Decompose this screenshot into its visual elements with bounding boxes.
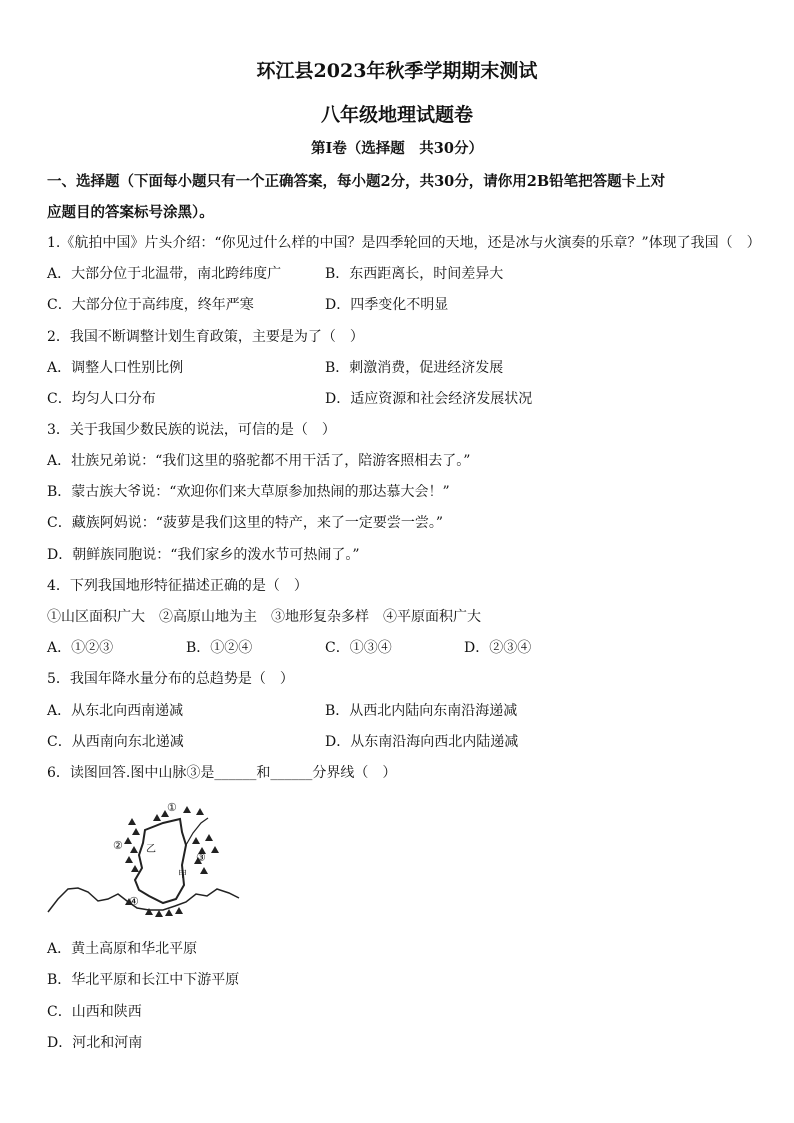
question-2-option-a: A．调整人口性别比例 xyxy=(47,360,184,376)
figure-label-1: ① xyxy=(167,801,177,814)
question-3-option-a: A．壮族兄弟说：“我们这里的骆驼都不用干活了，陪游客照相去了。” xyxy=(47,453,471,469)
question-4-option-b: B．①②④ xyxy=(186,640,253,656)
question-1-option-c: C．大部分位于高纬度，终年严寒 xyxy=(47,297,254,313)
question-6-option-a: A．黄土高原和华北平原 xyxy=(47,941,198,957)
question-1-option-b: B．东西距离长，时间差异大 xyxy=(325,266,504,282)
question-4-option-c: C．①③④ xyxy=(325,640,392,656)
figure-label-jia: 甲 xyxy=(178,870,188,880)
figure-label-3: ③ xyxy=(196,851,206,864)
figure-label-4: ④ xyxy=(129,895,139,908)
question-3-option-b: B．蒙古族大爷说：“欢迎你们来大草原参加热闹的那达慕大会！” xyxy=(47,484,450,500)
figure-label-2: ② xyxy=(113,839,123,852)
question-6-option-c: C．山西和陕西 xyxy=(47,1004,142,1020)
question-4-statements: ①山区面积广大 ②高原山地为主 ③地形复杂多样 ④平原面积广大 xyxy=(47,609,481,625)
question-4-option-a: A．①②③ xyxy=(47,640,114,656)
question-1-option-d: D．四季变化不明显 xyxy=(325,297,449,313)
figure-label-yi: 乙 xyxy=(146,844,156,855)
region-outline xyxy=(135,819,186,903)
question-5-option-c: C．从西南向东北递减 xyxy=(47,734,184,750)
question-4-stem: 4．下列我国地形特征描述正确的是（ ） xyxy=(47,578,308,594)
question-5-stem: 5．我国年降水量分布的总趋势是（ ） xyxy=(47,671,294,687)
question-1-stem: 1.《航拍中国》片头介绍：“你见过什么样的中国？是四季轮回的天地，还是冰与火演奏的乐章？”体现了我国（ ） xyxy=(47,235,761,251)
question-6-option-d: D．河北和河南 xyxy=(47,1035,143,1051)
instructions-line-1: 一、选择题（下面每小题只有一个正确答案，每小题2分，共30分，请你用2B铅笔把答题卡上对 xyxy=(47,173,666,190)
question-5-option-a: A．从东北向西南递减 xyxy=(47,703,184,719)
question-5-option-d: D．从东南沿海向西北内陆递减 xyxy=(325,734,519,750)
question-4-option-d: D．②③④ xyxy=(464,640,532,656)
instructions-line-2: 应题目的答案标号涂黑）。 xyxy=(47,204,214,221)
mountain-range-2 xyxy=(124,818,140,872)
exam-title: 环江县2023年秋季学期期末测试 xyxy=(256,60,538,82)
question-3-option-d: D．朝鲜族同胞说：“我们家乡的泼水节可热闹了。” xyxy=(47,547,360,563)
question-2-stem: 2．我国不断调整计划生育政策，主要是为了（ ） xyxy=(47,329,364,345)
map-figure xyxy=(45,797,275,922)
question-3-option-c: C．藏族阿妈说：“菠萝是我们这里的特产，来了一定要尝一尝。” xyxy=(47,515,444,531)
exam-subtitle: 八年级地理试题卷 xyxy=(320,104,473,126)
question-2-option-b: B．刺激消费，促进经济发展 xyxy=(325,360,504,376)
section-heading: 第Ⅰ卷（选择题 共30分） xyxy=(311,140,483,157)
question-3-stem: 3．关于我国少数民族的说法，可信的是（ ） xyxy=(47,422,336,438)
question-2-option-d: D．适应资源和社会经济发展状况 xyxy=(325,391,533,407)
question-5-option-b: B．从西北内陆向东南沿海递减 xyxy=(325,703,518,719)
question-2-option-c: C．均匀人口分布 xyxy=(47,391,156,407)
question-6-option-b: B．华北平原和长江中下游平原 xyxy=(47,972,240,988)
question-6-stem: 6．读图回答.图中山脉③是______和______分界线（ ） xyxy=(47,765,397,781)
question-1-option-a: A．大部分位于北温带，南北跨纬度广 xyxy=(47,266,282,282)
